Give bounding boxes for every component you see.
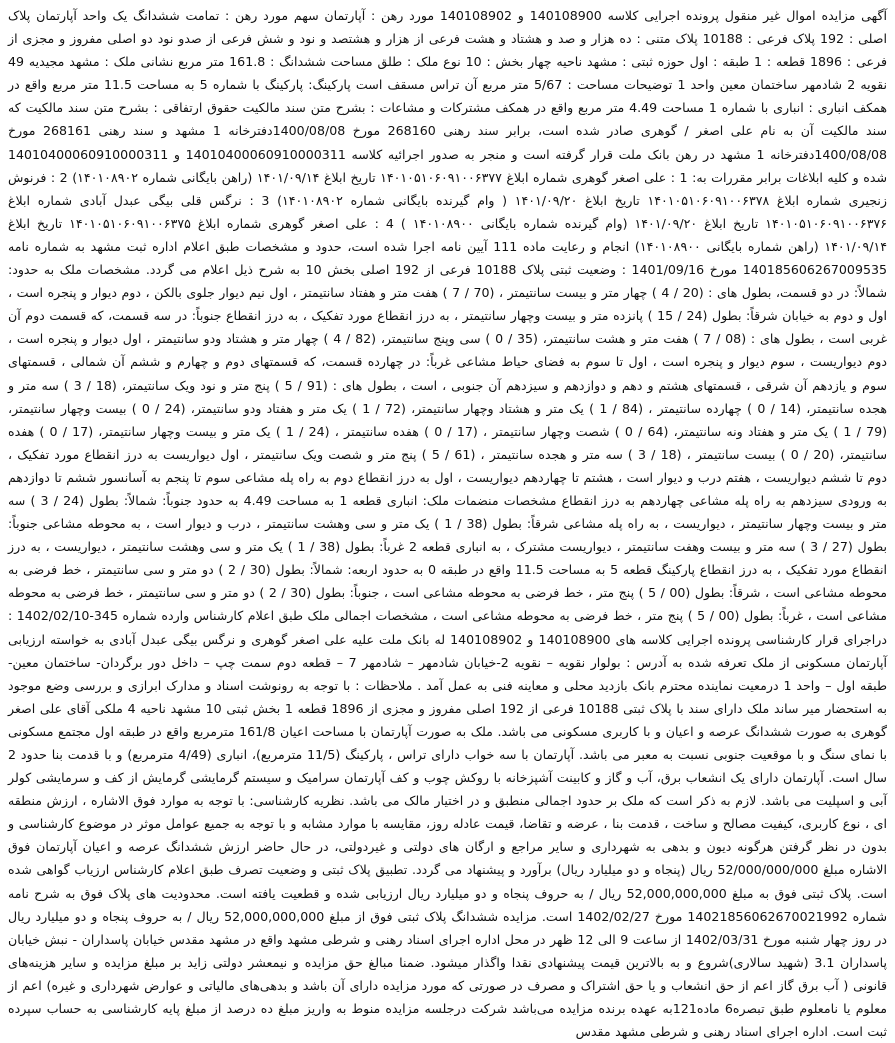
auction-notice-text: آگهی مزایده اموال غیر منقول پرونده اجرایی کلاسه 140108900 و 140108902 مورد رهن : آپارتمان سهم مورد رهن : تمامت ششدانگ یک واحد آپارتمان پلاک اصلی : 192 پلاک فرعی : 10188 پلاک متنی : ده هزار و صد و هشتاد و هشت فرعی از هزار و هشتصد و نود و شش فرعی از صدو نود دو اصلی مفروز و مجزی از فرعی : 1896 قطعه : 1 طبقه : اول حوزه ثبتی : مشهد ناحیه چهار بخش : 10 نوع ملک : طلق مساحت ششدانگ : 161.8 متر مربع نشانی ملک : مشهد مجیدیه 49 نقویه 2 شادمهر ساختمان معین واحد 1 توضیحات مساحت : 5/67 متر مربع آن تراس مسقف است پارکینگ: پارکینگ با شماره 5 به مساحت 11.5 متر مربع واقع در همکف انباری : انباری با شماره 1 مساحت 4.49 متر مربع واقع در همکف مشترکات و مشاعات : بشرح متن سند مالکیت حقوق ارتفاقی : بشرح متن سند مالکیت که سند مالکیت آن به نام علی اصغر / گوهری صادر شده است، برابر سند رهنی 268160 مورخ 1400/08/08دفترخانه 1 مشهد و سند رهنی 268161 مورخ 1400/08/08دفترخانه 1 مشهد در رهن بانک ملت قرار گرفته است و منجر به صدور اجرائیه کلاسه 14010400060910000311 و 14010400060910000311 شده و کلیه ابلاغات برابر مقررات به: 1 : علی اصغر گوهری شماره ابلاغ ۱۴۰۱۰۵۱۰۶۰۹۱۰۰۶۳۷۷ تاریخ ابلاغ ۱۴۰۱/۰۹/۱۴ (راهن بایگانی شماره ۱۴۰۱۰۸۹۰۲) 2 : فرنوش زنجیری شماره ابلاغ ۱۴۰۱۰۵۱۰۶۰۹۱۰۰۶۳۷۸ تاریخ ابلاغ ۱۴۰۱/۰۹/۲۰ ( وام گیرنده بایگانی شماره ۱۴۰۱۰۸۹۰۲) 3 : نرگس قلی بیگی عبدل آبادی شماره ابلاغ ۱۴۰۱۰۵۱۰۶۰۹۱۰۰۶۳۷۶ تاریخ ابلاغ ۱۴۰۱/۰۹/۲۰ (وام گیرنده شماره بایگانی ۱۴۰۱۰۸۹۰۰ ) 4 : علی اصغر گوهری شماره ابلاغ ۱۴۰۱۰۵۱۰۶۰۹۱۰۰۶۳۷۵ تاریخ ابلاغ ۱۴۰۱/۰۹/۱۴ (راهن شماره بایگانی ۱۴۰۱۰۸۹۰۰) انجام و رعایت ماده 111 آیین نامه اجرا شده است، حدود و مشخصات طبق اعلام اداره ثبت مشهد به شماره نامه 140185606267009535 مورخ 1401/09/16 : وضعیت ثبتی پلاک 10188 فرعی از 192 اصلی بخش 10 به شرح ذیل اعلام می گردد. مشخصات ملک به حدود: شمالاً: در دو قسمت، بطول های : (20 / 4 ) چهار متر و بیست سانتیمتر ، (70 / 7 ) هفت متر و هفتاد سانتیمتر ، اول نیم دیوار جلوی بالکن ، دوم دیوار و پنجره است ، اول و دوم به خیابان شرقاً: بطول (24 / 15 ) پانزده متر و بیست وچهار سانتیمتر ، به درز انقطاع مورد تفکیک ، به درز انقطاع جنوباً: در سه قسمت، که قسمت دوم آن غربی است ، بطول های : (08 / 7 ) هفت متر و هشت سانتیمتر، (35 / 0 ) سی وپنج سانتیمتر، (82 / 4 ) چهار متر و هشتاد ودو سانتیمتر ، اول دیوار و پنجره است ، دوم دیواریست ، سوم دیوار و پنجره است ، اول تا سوم به فضای حیاط مشاعی غرباً: در چهارده قسمت، که قسمتهای دوم و چهارم و ششم آن شمالی ، قسمتهای سوم و یازدهم آن شرقی ، قسمتهای هشتم و دهم و دوازدهم و سیزدهم آن جنوبی ، است ، بطول های : (91 / 5 ) پنج متر و نود ویک سانتیمتر، (18 / 3 ) سه متر و هجده سانتیمتر، (14 / 0 ) چهارده سانتیمتر ، (84 / 1 ) یک متر و هشتاد وچهار سانتیمتر، (72 / 1 ) یک متر و هفتاد ودو سانتیمتر، (24 / 0 ) بیست وچهار سانتیمتر، (79 / 1 ) یک متر و هفتاد ونه سانتیمتر، (64 / 0 ) شصت وچهار سانتیمتر ، (17 / 0 ) هفده سانتیمتر ، (24 / 1 ) یک متر و بیست وچهار سانتیمتر، (17 / 0 ) هفده سانتیمتر، (20 / 0 ) بیست سانتیمتر ، (18 / 3 ) سه متر و هجده سانتیمتر ، (61 / 5 ) پنج متر و شصت ویک سانتیمتر ، اول دیواریست به درز انقطاع مورد تفکیک ، دوم تا ششم دیواریست ، هفتم درب و دیوار است ، هشتم تا چهاردهم دیواریست ، اول به درز انقطاع دوم به راه پله مشاعی سوم تا پنجم به آسانسور ششم تا دوازدهم به ورودی سیزدهم به راه پله مشاعی چهاردهم به درز انقطاع مشخصات منضمات ملک: انباری قطعه 1 به مساحت 4.49 به حدود جنوباً: شمالاً: بطول (24 / 3 ) سه متر و بیست وچهار سانتیمتر ، دیواریست ، به راه پله مشاعی شرقاً: بطول (38 / 1 ) یک متر و سی وهشت سانتیمتر ، درب و دیوار است ، به محوطه مشاعی جنوباً: بطول (27 / 3 ) سه متر و بیست وهفت سانتیمتر ، دیواریست مشترک ، به انباری قطعه 2 غرباً: بطول (38 / 1 ) یک متر و سی وهشت سانتیمتر ، دیواریست ، به درز انقطاع مورد تفکیک ، به درز انقطاع پارکینگ قطعه 5 به مساحت 11.5 واقع در طبقه 0 به حدود اربعه: شمالاً: بطول (30 / 2 ) دو متر و سی سانتیمتر ، خط فرضی به محوطه مشاعی است ، شرقاً: بطول (00 / 5 ) پنج متر ، خط فرضی به محوطه مشاعی است ، جنوباً: بطول (30 / 2 ) دو متر و سی سانتیمتر ، خط فرضی به محوطه مشاعی است ، غرباً: بطول (00 / 5 ) پنج متر ، خط فرضی به محوطه مشاعی است ، مشخصات اجمالی ملک طبق اعلام کارشناس وارده شماره 345-1402/02/10 : دراجرای قرار کارشناسی پرونده اجرایی کلاسه های 140108900 و 140108902 له بانک ملت علیه علی اصغر گوهری و نرگس بیگی عبدل آبادی به خواسته ارزیابی آپارتمان مسکونی از ملک تعرفه شده به آدرس : بولوار نقویه – نقویه 2-خیابان شادمهر – شادمهر 7 – قطعه دوم سمت چپ – داخل دور برگردان- ساختمان معین- طبقه اول – واحد 1 درمعیت نماینده محترم بانک بازدید محلی و معاینه فنی به عمل آمد . ملاحظات : با توجه به رونوشت اسناد و مدارک ابرازی و بررسی وضع موجود به استحضار میر ساند ملک دارای سند با پلاک ثبتی 10188 فرعی از 192 اصلی مفروز و مجزی از 1896 قطعه 1 بخش ثبتی 10 مشهد ناحیه 4 ملکی آقای علی اصغر گوهری به صورت ششدانگ عرصه و اعیان و با کاربری مسکونی می باشد. ملک به صورت آپارتمان با مساحت اعیان 161/8 مترمربع واقع در طبقه اول مجتمع مسکونی با نمای سنگ و با موقعیت جنوبی نسبت به معبر می باشد. آپارتمان با سه خواب دارای تراس ، پارکینگ (11/5 مترمربع)، انباری (4/49 مترمربع) و با قدمت بنا حدود 2 سال است. آپارتمان دارای یک انشعاب برق، آب و گاز و کابینت آشپزخانه با روکش چوب و کف آپارتمان سرامیک و سیستم گرمایشی گرمایش از کف و سرمایشی کولر آبی و اسپلیت می باشد. لازم به ذکر است که ملک بر حدود اجمالی منطبق و در اختیار مالک می باشد. نظریه کارشناسی: با توجه به موارد فوق الاشاره ، ارزش منطقه ای ، نوع کاربری، کیفیت مصالح و ساخت ، قدمت بنا ، عرضه و تقاضا، قیمت عادله روز، مقایسه با موارد مشابه و با توجه به جمیع عوامل موثر در موضوع کارشناسی و بدون در نظر گرفتن هرگونه دیون و بدهی به شهرداری و سایر مراجع و ارگان های دولتی و غیردولتی، در حال حاضر ارزش ششدانگ عرصه و اعیان آپارتمان فوق الاشاره مبلغ 52/000/000/000 ریال (پنجاه و دو میلیارد ریال) برآورد و پیشنهاد می گردد. تطبیق پلاک ثبتی و وضعیت تصرف طبق اعلام کارشناس ارزیاب گواهی شده است. پلاک ثبتی فوق به مبلغ 52,000,000,000 ریال / به حروف پنجاه و دو میلیارد ریال ارزیابی شده و قطعیت یافته است. محدودیت های پلاک فوق به شرح نامه شماره 14021856062670021992 مورخ 1402/02/27 است. مزایده ششدانگ پلاک ثبتی فوق از مبلغ 52,000,000,000 ریال / به حروف پنجاه و دو میلیارد ریال در روز چهار شنبه مورخ 1402/03/31 از ساعت 9 الی 12 ظهر در محل اداره اجرای اسناد رهنی و شرطی مشهد واقع در مشهد مقدس خیابان پاسداران - نبش خیابان پاسداران 3.1 (شهید سالاری)شروع و به بالاترین قیمت پیشنهادی نقدا واگذار میشود. ضمنا مبالغ حق مزایده و نیمعشر دولتی زاید بر مبلغ مزایده و سایر هزینه‌های قانونی ( آب برق گاز اعم از حق انشعاب و یا حق اشتراک و مصرف در صورتی که مورد مزایده دارای آن باشد و بدهی‌های مالیاتی و عوارض شهرداری و غیره) اعم از معلوم یا نامعلوم طبق تبصره6 ماده121به عهده برنده مزایده می‌باشد شرکت درجلسه مزایده منوط به واریز مبلغ ده درصد از مبلغ پایه کارشناسی به حساب سپرده ثبت است. اداره اجرای اسناد رهنی و شرطی مشهد مقدس bbox=[8, 8, 888, 1040]
